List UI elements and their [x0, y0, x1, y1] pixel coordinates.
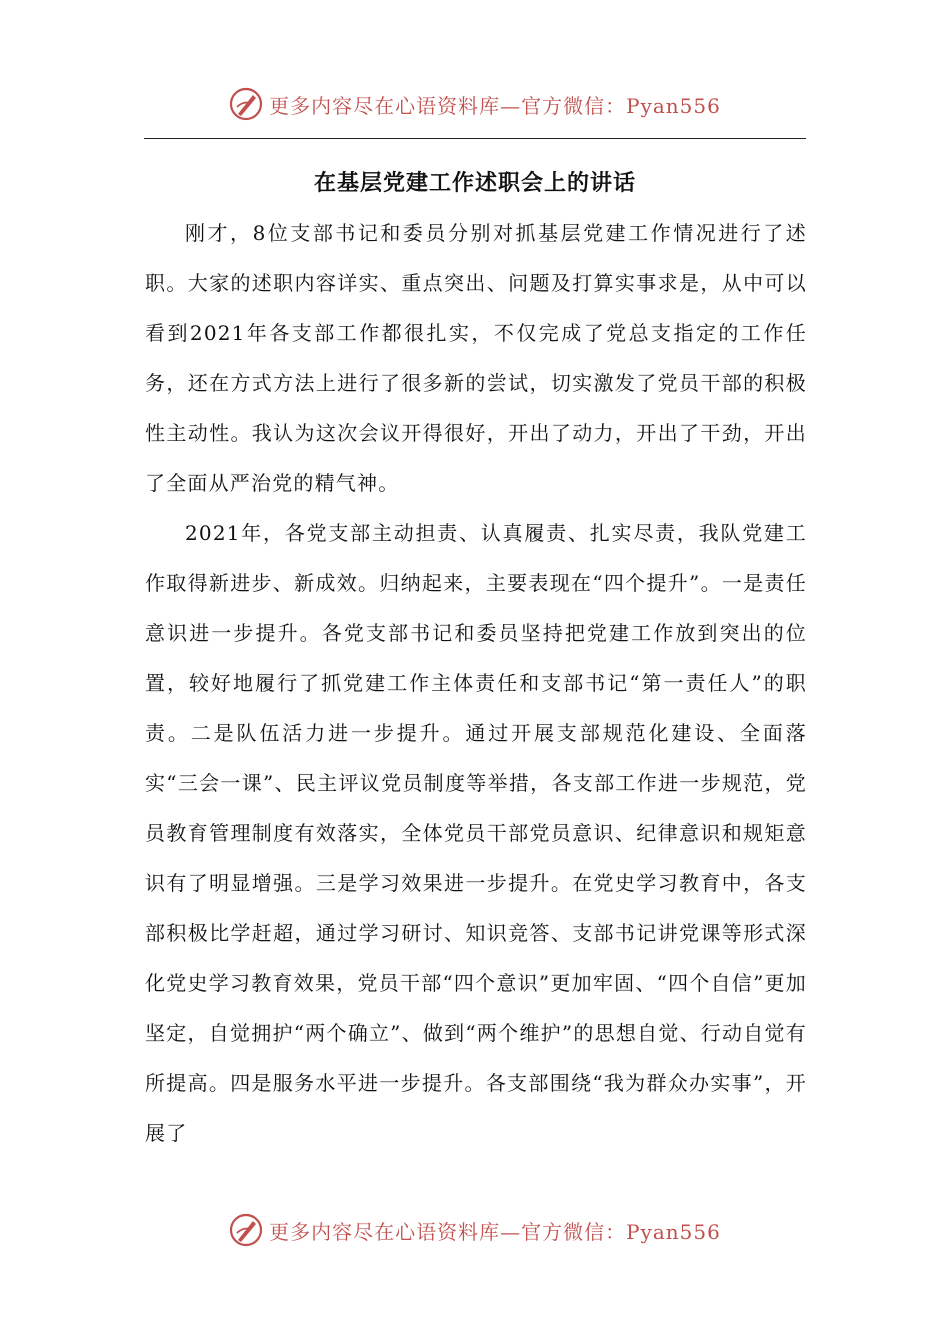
header-banner-text: 更多内容尽在心语资料库—官方微信：Pyan556: [269, 93, 721, 118]
quill-logo-icon: [229, 87, 263, 121]
header-divider: [144, 138, 806, 139]
paragraph: 刚才，8位支部书记和委员分别对抓基层党建工作情况进行了述职。大家的述职内容详实、重点突出、问题及打算实事求是，从中可以看到2021年各支部工作都很扎实，不仅完成了党总支指定的工作任务，还在方式方法上进行了很多新的尝试，切实激发了党员干部的积极性主动性。我认为这次会议开得很好，开出了动力，开出了干劲，开出了全面从严治党的精气神。: [145, 221, 807, 495]
footer-banner-text: 更多内容尽在心语资料库—官方微信：Pyan556: [269, 1219, 721, 1244]
page-footer: [0, 1210, 950, 1250]
page-header: [0, 84, 950, 124]
paragraph: 2021年，各党支部主动担责、认真履责、扎实尽责，我队党建工作取得新进步、新成效。归纳起来，主要表现在“四个提升”。一是责任意识进一步提升。各党支部书记和委员坚持把党建工作放到突出的位置，较好地履行了抓党建工作主体责任和支部书记“第一责任人”的职责。二是队伍活力进一步提升。通过开展支部规范化建设、全面落实“三会一课”、民主评议党员制度等举措，各支部工作进一步规范，党员教育管理制度有效落实，全体党员干部党员意识、纪律意识和规矩意识有了明显增强。三是学习效果进一步提升。在党史学习教育中，各支部积极比学赶超，通过学习研讨、知识竞答、支部书记讲党课等形式深化党史学习教育效果，党员干部“四个意识”更加牢固、“四个自信”更加坚定，自觉拥护“两个确立”、做到“两个维护”的思想自觉、行动自觉有所提高。四是服务水平进一步提升。各支部围绕“我为群众办实事”，开展了: [145, 521, 807, 1145]
quill-logo-icon: [229, 1213, 263, 1247]
document-body: [145, 208, 807, 1158]
document-title: 在基层党建工作述职会上的讲话: [313, 170, 636, 196]
